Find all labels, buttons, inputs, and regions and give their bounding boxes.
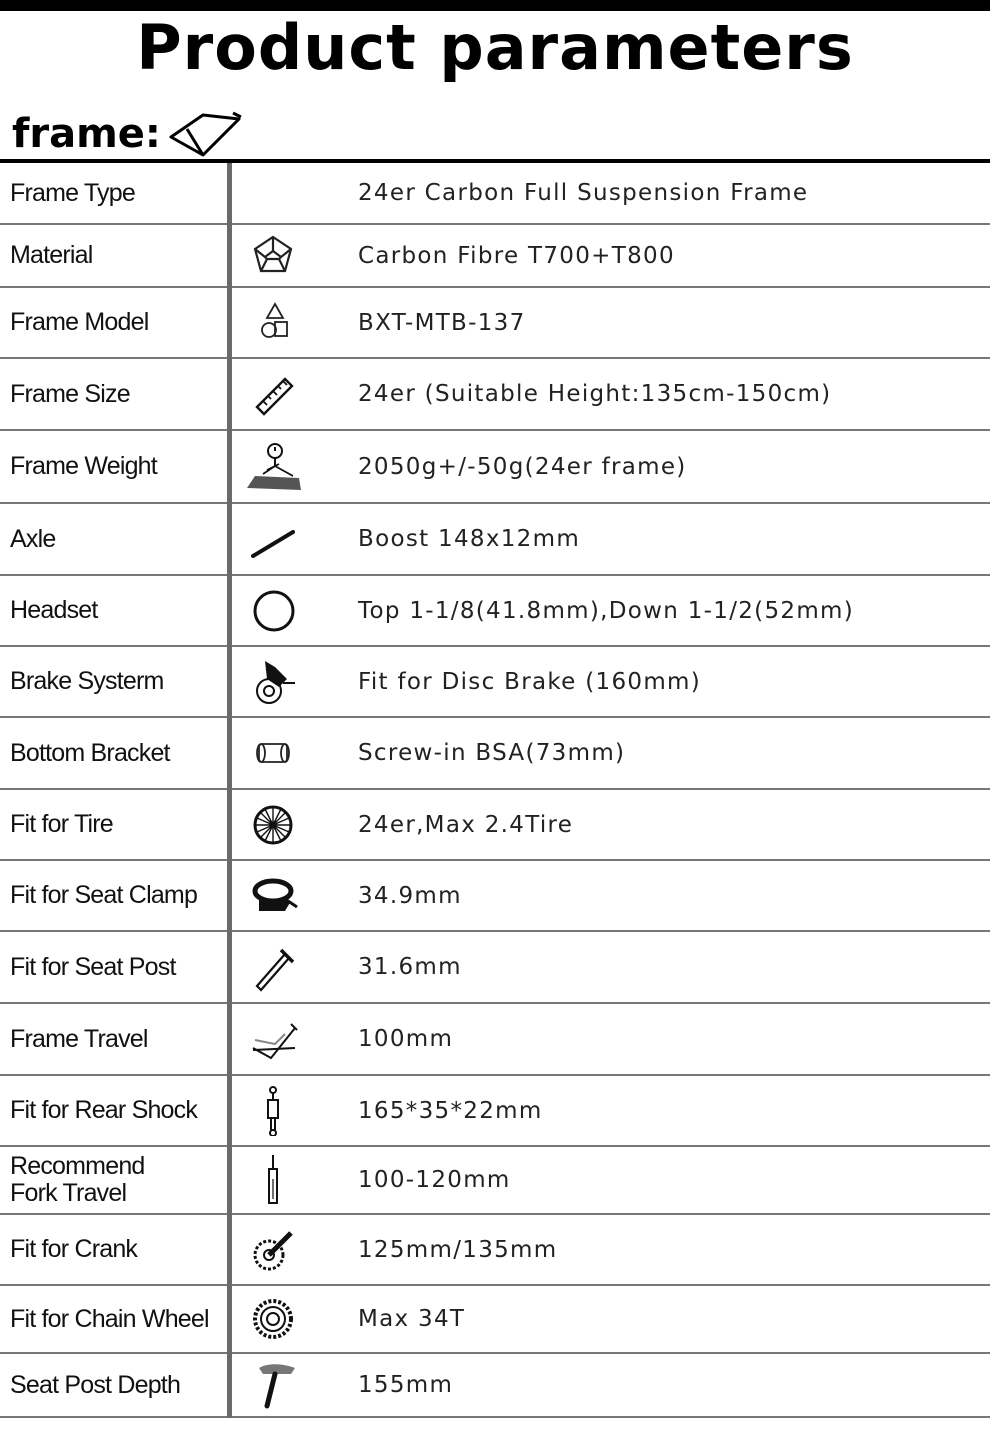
table-row xyxy=(0,1286,990,1354)
row-label: Frame Weight xyxy=(10,452,157,480)
seat-clamp-icon xyxy=(245,871,301,921)
table-row xyxy=(0,1354,990,1418)
row-value: Carbon Fibre T700+T800 xyxy=(358,242,675,269)
row-label: Frame Size xyxy=(10,379,130,408)
table-row xyxy=(0,163,990,225)
row-label: Frame Type xyxy=(10,178,135,207)
row-label: Fit for Seat Post xyxy=(10,952,176,981)
column-divider xyxy=(227,163,232,1418)
table-row xyxy=(0,1147,990,1215)
table-row xyxy=(0,861,990,932)
row-label: Fit for Seat Clamp xyxy=(10,881,198,909)
bottom-bracket-icon xyxy=(245,728,301,778)
row-label: Axle xyxy=(10,524,56,553)
table-row xyxy=(0,718,990,790)
row-value: Boost 148x12mm xyxy=(358,526,581,552)
table-row xyxy=(0,225,990,288)
table-row xyxy=(0,1076,990,1147)
row-label: Frame Model xyxy=(10,308,149,336)
saddle-post-icon xyxy=(245,1360,301,1410)
axle-icon xyxy=(245,514,301,564)
table-row xyxy=(0,790,990,861)
section-header xyxy=(12,108,247,160)
chainring-icon xyxy=(245,1294,301,1344)
section-label: frame: xyxy=(12,111,161,157)
row-value: 2050g+/-50g(24er frame) xyxy=(358,453,687,480)
row-label: Fit for Chain Wheel xyxy=(10,1304,209,1333)
row-label: Headset xyxy=(10,596,98,624)
table-row xyxy=(0,1215,990,1286)
top-bar xyxy=(0,0,990,11)
table-row xyxy=(0,288,990,359)
row-label: Material xyxy=(10,241,93,269)
row-value: Fit for Disc Brake (160mm) xyxy=(358,668,701,695)
wheel-icon xyxy=(245,800,301,850)
row-label: Recommend Fork Travel xyxy=(10,1152,145,1207)
frame-travel-icon xyxy=(245,1014,301,1064)
row-value: BXT-MTB-137 xyxy=(358,309,526,336)
headset-ring-icon xyxy=(245,586,301,636)
seat-post-icon xyxy=(245,942,301,992)
page-title: Product parameters xyxy=(136,11,854,84)
row-label: Fit for Tire xyxy=(10,810,113,838)
table-row xyxy=(0,359,990,431)
table-row xyxy=(0,647,990,718)
carbon-weave-icon xyxy=(245,231,301,281)
row-value: 100mm xyxy=(358,1026,454,1052)
crank-icon xyxy=(245,1225,301,1275)
row-value: 34.9mm xyxy=(358,882,462,909)
row-value: 24er (Suitable Height:135cm-150cm) xyxy=(358,381,832,407)
row-value: 31.6mm xyxy=(358,954,462,980)
row-label: Fit for Crank xyxy=(10,1235,138,1263)
row-label: Seat Post Depth xyxy=(10,1370,181,1399)
row-label: Bottom Bracket xyxy=(10,738,170,767)
scale-icon xyxy=(245,442,301,492)
table-row xyxy=(0,504,990,576)
row-value: Max 34T xyxy=(358,1306,466,1332)
table-row xyxy=(0,576,990,647)
row-label: Brake Systerm xyxy=(10,667,164,695)
table-row xyxy=(0,1004,990,1076)
disc-brake-icon xyxy=(245,657,301,707)
row-label: Fit for Rear Shock xyxy=(10,1096,198,1124)
row-value: 24er,Max 2.4Tire xyxy=(358,811,574,838)
fork-icon xyxy=(245,1155,301,1205)
row-label: Frame Travel xyxy=(10,1024,148,1053)
table-row xyxy=(0,431,990,504)
row-value: 165*35*22mm xyxy=(358,1097,543,1124)
rear-shock-icon xyxy=(245,1086,301,1136)
row-value: Top 1-1/8(41.8mm),Down 1-1/2(52mm) xyxy=(358,597,855,624)
row-value: 24er Carbon Full Suspension Frame xyxy=(358,180,809,206)
row-value: 125mm/135mm xyxy=(358,1236,558,1263)
table-row xyxy=(0,932,990,1004)
ruler-icon xyxy=(245,369,301,419)
shapes-icon xyxy=(245,298,301,348)
bike-frame-icon xyxy=(167,109,247,159)
row-value: 100-120mm xyxy=(358,1167,511,1193)
row-value: 155mm xyxy=(358,1372,454,1398)
row-value: Screw-in BSA(73mm) xyxy=(358,740,626,766)
